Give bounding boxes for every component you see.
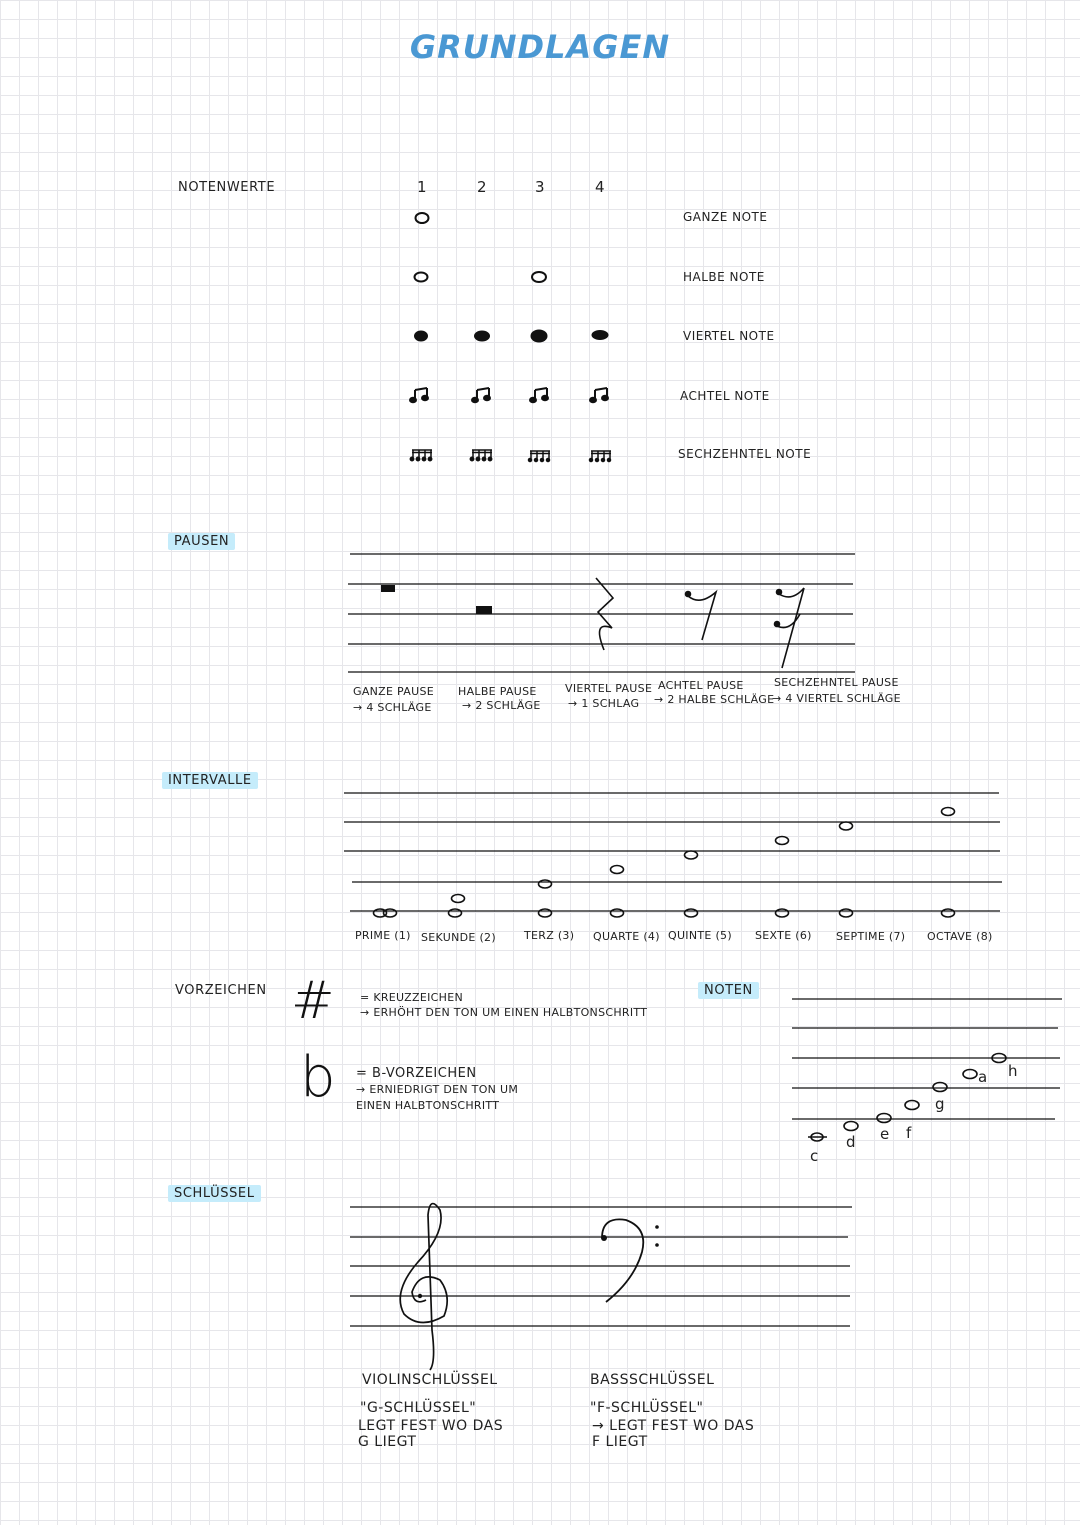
interval-label: QUINTE (5) (668, 929, 732, 942)
bass-clef-icon (602, 1219, 643, 1302)
note-name: c (810, 1147, 819, 1165)
beat-number: 3 (535, 178, 546, 196)
notenwert-label: HALBE NOTE (683, 270, 765, 284)
flat-icon: b (300, 1045, 336, 1110)
sharp-icon: # (291, 971, 335, 1031)
section-schluessel: SCHLÜSSEL (168, 1185, 261, 1202)
section-pausen: PAUSEN (168, 533, 235, 550)
treble-clef-icon (400, 1204, 447, 1370)
section-notenwerte: NOTENWERTE (178, 180, 276, 195)
interval-label: OCTAVE (8) (927, 930, 993, 943)
page-title: GRUNDLAGEN (409, 28, 671, 66)
kreuz-title: = KREUZZEICHEN (360, 991, 463, 1004)
bass-clef-alt: "F-SCHLÜSSEL" (590, 1400, 704, 1416)
note-name: f (906, 1124, 912, 1142)
interval-label: SEKUNDE (2) (421, 931, 496, 944)
notenwert-label: VIERTEL NOTE (683, 329, 775, 343)
violin-clef-alt: "G-SCHLÜSSEL" (360, 1400, 477, 1416)
rest-name: VIERTEL PAUSE (565, 682, 653, 695)
interval-label: PRIME (1) (355, 929, 411, 942)
beat-number: 1 (417, 178, 428, 196)
rest-beats: → 1 SCHLAG (568, 697, 640, 710)
rest-name: HALBE PAUSE (458, 685, 537, 698)
rest-beats: → 2 HALBE SCHLÄGE (654, 693, 775, 706)
interval-label: SEPTIME (7) (836, 930, 906, 943)
interval-label: TERZ (3) (524, 929, 575, 942)
notenwert-label: GANZE NOTE (683, 210, 768, 224)
kreuz-desc: → ERHÖHT DEN TON UM EINEN HALBTONSCHRITT (360, 1006, 648, 1019)
rest-beats: → 4 VIERTEL SCHLÄGE (772, 692, 901, 705)
be-title: = B-VORZEICHEN (356, 1066, 477, 1081)
rest-name: GANZE PAUSE (353, 685, 434, 698)
rest-beats: → 4 SCHLÄGE (353, 701, 432, 714)
note-name: g (935, 1095, 946, 1113)
beat-number: 4 (595, 178, 606, 196)
note-name: e (880, 1125, 890, 1143)
interval-label: SEXTE (6) (755, 929, 812, 942)
bass-clef-name: BASSSCHLÜSSEL (590, 1372, 715, 1388)
violin-clef-name: VIOLINSCHLÜSSEL (362, 1372, 498, 1388)
notenwert-label: SECHZEHNTEL NOTE (678, 447, 812, 461)
section-vorzeichen: VORZEICHEN (175, 983, 267, 998)
note-name: d (846, 1133, 857, 1151)
section-intervalle: INTERVALLE (162, 772, 258, 789)
rest-name: SECHZEHNTEL PAUSE (774, 676, 899, 689)
note-name: a (978, 1068, 988, 1086)
interval-label: QUARTE (4) (593, 930, 660, 943)
note-name: h (1008, 1062, 1019, 1080)
beat-number: 2 (477, 178, 488, 196)
notenwert-label: ACHTEL NOTE (680, 389, 770, 403)
rest-name: ACHTEL PAUSE (658, 679, 744, 692)
bass-clef-desc: → LEGT FEST WO DAS F LIEGT (592, 1418, 755, 1450)
violin-clef-desc: LEGT FEST WO DAS G LIEGT (358, 1418, 504, 1450)
rest-beats: → 2 SCHLÄGE (462, 699, 541, 712)
section-noten: NOTEN (698, 982, 759, 999)
be-desc: → ERNIEDRIGT DEN TON UM EINEN HALBTONSCHRITT (356, 1083, 519, 1112)
